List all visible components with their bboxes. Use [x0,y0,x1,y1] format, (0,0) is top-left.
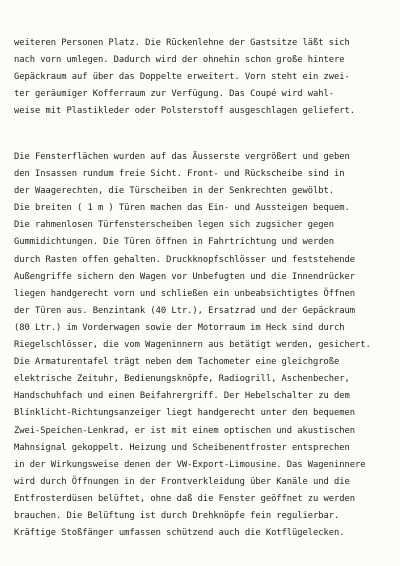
text-line: Kräftige Stoßfänger umfassen schützend auch die Kotflügelecken. [14,528,345,539]
text-line: Zwei-Speichen-Lenkrad, er ist mit einem optischen und akustischen [14,425,356,436]
text-line: Die Armaturentafel trägt neben dem Tachometer eine gleichgroße [14,357,340,368]
text-line: Außengriffe sichern den Wagen vor Unbefugten und die Innendrücker [14,271,356,282]
text-line: Riegelschlösser, die vom Wageninnern aus betätigt werden, gesichert. [14,340,371,351]
text-line: Gepäckraum auf über das Doppelte erweitert. Vorn steht ein zwei- [14,72,350,83]
text-line: Die rahmenlosen Türfensterscheiben legen sich zugsicher gegen [14,220,335,231]
text-line: liegen handgerecht vorn und schließen ein unbeabsichtigtes Öffnen [14,288,356,299]
text-line: (80 Ltr.) im Vorderwagen sowie der Motorraum im Heck sind durch [14,322,345,333]
text-line: in der Wirkungsweise denen der VW-Export-Limousine. Das Wageninnere [14,459,366,470]
text-line: durch Rasten offen gehalten. Druckknopfschlösser und feststehende [14,254,356,265]
text-line: Gummidichtungen. Die Türen öffnen in Fahrtrichtung und werden [14,237,335,248]
text-line: weise mit Plastikleder oder Polsterstoff ausgeschlagen geliefert. [14,106,356,117]
text-line: der Türen aus. Benzintank (40 Ltr.), Ersatzrad und der Gepäckraum [14,305,356,316]
text-line: nach vorn umlegen. Dadurch wird der ohnehin schon große hintere [14,55,345,66]
paragraph-seating-luggage [14,35,392,120]
text-line: Die Fensterflächen wurden auf das Äusserste vergrößert und geben [14,152,350,162]
text-line: weiteren Personen Platz. Die Rückenlehne der Gastsitze läßt sich [14,38,350,48]
text-line: brauchen. Die Belüftung ist durch Drehknöpfe fein regulierbar. [14,510,340,521]
text-line: ter geräumiger Kofferraum zur Verfügung. Das Coupé wird wahl- [14,89,335,100]
paragraph-windows-doors-equipment [14,149,392,542]
text-line: Handschuhfach und einen Beifahrergriff. Der Hebelschalter zu dem [14,391,350,402]
text-line: elektrische Zeituhr, Bedienungsknöpfe, Radiogrill, Aschenbecher, [14,374,350,385]
text-line: Blinklicht-Richtungsanzeiger liegt handgerecht unter den bequemen [14,408,356,419]
text-line: den Insassen rundum freie Sicht. Front- und Rückscheibe sind in [14,169,345,180]
text-line: Entfrosterdüsen belüftet, ohne daß die Fenster geöffnet zu werden [14,493,356,504]
text-line: wird durch Öffnungen in der Frontverkleidung über Kanäle und die [14,476,350,487]
text-line: der Waagerechten, die Türscheiben in der Senkrechten gewölbt. [14,186,335,197]
text-line: Die breiten ( 1 m ) Türen machen das Ein- und Aussteigen bequem. [14,203,350,214]
text-line: Mahnsignal gekoppelt. Heizung und Scheibenentfroster entsprechen [14,442,350,453]
